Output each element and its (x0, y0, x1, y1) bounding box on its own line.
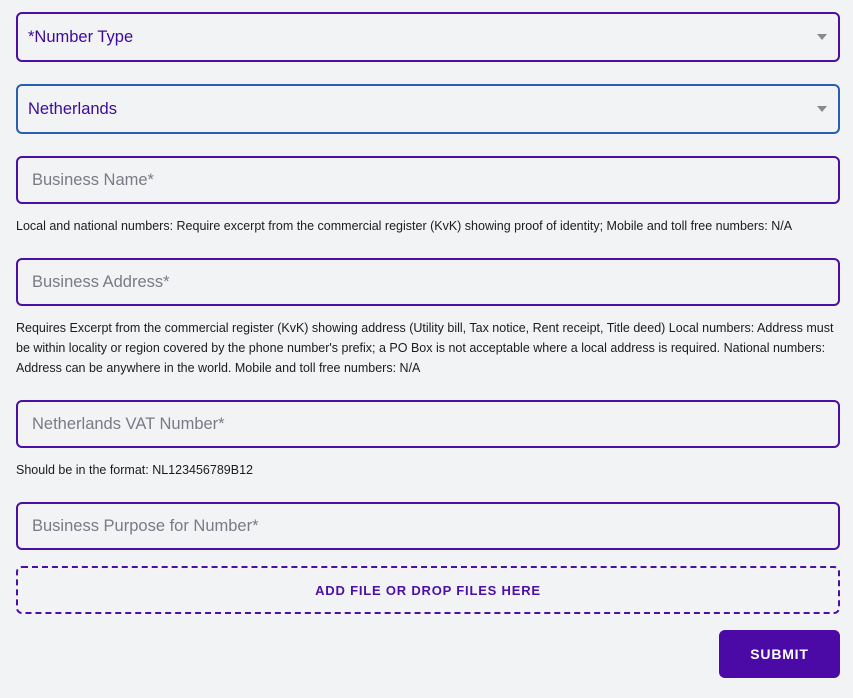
number-type-select[interactable] (16, 12, 840, 62)
chevron-down-icon (817, 34, 827, 40)
vat-number-field[interactable] (16, 400, 840, 448)
business-address-input[interactable] (18, 260, 838, 304)
submit-button[interactable]: SUBMIT (719, 630, 840, 678)
business-name-field[interactable] (16, 156, 840, 204)
country-value: Netherlands (28, 100, 117, 118)
number-type-value: *Number Type (28, 28, 134, 46)
business-address-field[interactable] (16, 258, 840, 306)
business-name-helper-text: Local and national numbers: Require excerpt from the commercial register (KvK) showing proof of identity; Mobile and toll free numbers: N/A (16, 219, 793, 233)
vat-number-input[interactable] (18, 402, 838, 446)
file-dropzone-label: ADD FILE OR DROP FILES HERE (315, 582, 541, 598)
business-purpose-field[interactable] (16, 502, 840, 550)
business-address-helper-text: Requires Excerpt from the commercial register (KvK) showing address (Utility bill, Tax notice, Rent receipt, Title deed) Local numbers: Address must be within locality or region covered by the phone number's prefix; a PO Box is not acceptable where a local address is required. National numbers: Address can be anywhere in the world. Mobile and toll free numbers: N/A (16, 321, 834, 375)
country-select[interactable] (16, 84, 840, 134)
business-name-input[interactable] (18, 158, 838, 202)
file-dropzone[interactable] (16, 566, 840, 614)
vat-number-helper-text: Should be in the format: NL123456789B12 (16, 463, 253, 477)
business-purpose-input[interactable] (18, 504, 838, 548)
chevron-down-icon (817, 106, 827, 112)
